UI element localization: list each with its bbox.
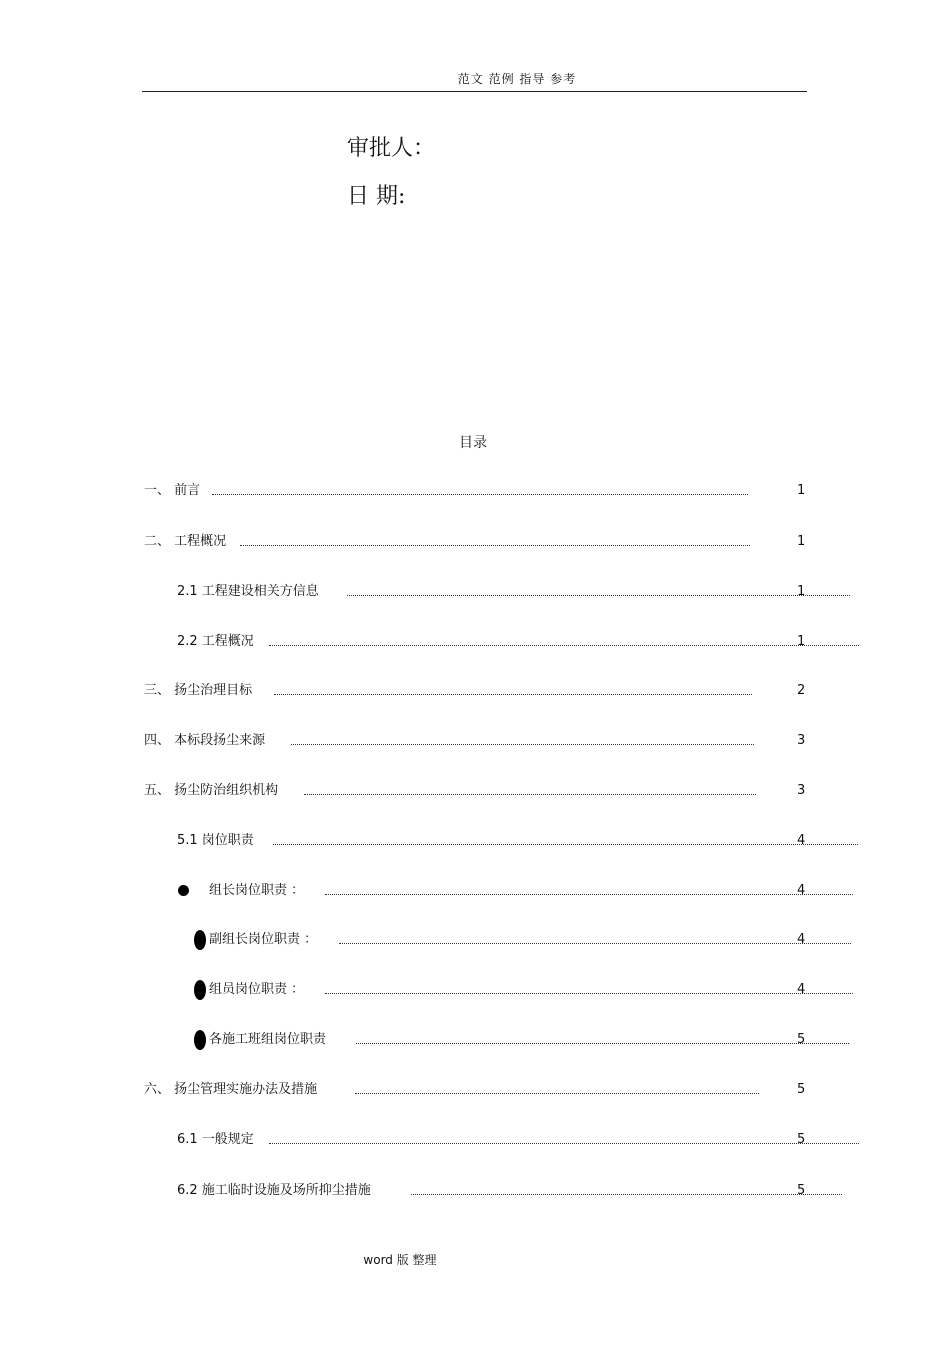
toc-leader [355, 1093, 759, 1094]
toc-entry-page: 3 [797, 783, 806, 798]
toc-entry-page: 5 [797, 1132, 806, 1147]
toc-entry-label: 6.1 一般规定 [177, 1132, 254, 1147]
toc-entry-page: 3 [797, 733, 806, 748]
toc-leader [356, 1043, 849, 1044]
toc-leader [273, 844, 858, 845]
toc-entry-page: 2 [797, 683, 806, 698]
toc-entry-label: 五、 扬尘防治组织机构 [144, 783, 279, 798]
bullet-icon [194, 930, 206, 950]
toc-entry-page: 5 [797, 1082, 806, 1097]
toc-entry-page: 4 [797, 982, 806, 997]
toc-entry-page: 1 [797, 634, 806, 649]
toc-leader [240, 545, 750, 546]
page-header: 范文 范例 指导 参考 [457, 72, 577, 86]
bullet-icon [194, 980, 206, 1000]
toc-leader [411, 1194, 842, 1195]
toc-entry-label: 六、 扬尘管理实施办法及措施 [144, 1082, 318, 1097]
toc-leader [304, 794, 756, 795]
toc-entry-page: 1 [797, 584, 806, 599]
toc-entry-label: 副组长岗位职责 ： [209, 932, 318, 947]
toc-entry-page: 4 [797, 932, 806, 947]
toc-entry-label: 2.1 工程建设相关方信息 [177, 584, 319, 599]
toc-entry-organization[interactable] [144, 781, 844, 801]
header-rule [142, 91, 807, 92]
toc-leader [269, 1143, 859, 1144]
toc-leader [212, 494, 748, 495]
toc-leader [274, 694, 752, 695]
toc-entry-label: 组长岗位职责 ： [209, 883, 305, 898]
toc-title: 目录 [459, 435, 487, 451]
toc-entry-deputy-duty[interactable] [177, 930, 867, 950]
toc-entry-project-overview[interactable] [144, 532, 844, 552]
toc-leader [325, 894, 853, 895]
toc-leader [269, 645, 859, 646]
toc-entry-6-1[interactable] [177, 1130, 867, 1150]
bullet-icon [178, 885, 189, 896]
toc-leader [339, 943, 851, 944]
toc-leader [347, 595, 850, 596]
toc-entry-label: 6.2 施工临时设施及场所抑尘措施 [177, 1183, 371, 1198]
toc-entry-preface[interactable] [144, 481, 844, 501]
toc-entry-page: 1 [797, 483, 806, 498]
toc-entry-label: 各施工班组岗位职责 [209, 1032, 327, 1047]
date-label: 日 期: [347, 184, 406, 209]
toc-entry-label: 5.1 岗位职责 [177, 833, 254, 848]
toc-entry-dust-target[interactable] [144, 681, 844, 701]
bullet-icon [194, 1030, 206, 1050]
toc-entry-label: 二、 工程概况 [144, 534, 227, 549]
toc-entry-management-measures[interactable] [144, 1080, 844, 1100]
toc-entry-label: 三、 扬尘治理目标 [144, 683, 253, 698]
toc-entry-dust-source[interactable] [144, 731, 844, 751]
toc-entry-page: 5 [797, 1183, 806, 1198]
toc-entry-page: 4 [797, 883, 806, 898]
toc-leader [291, 744, 754, 745]
page-footer: word 版 整理 [363, 1253, 437, 1267]
toc-entry-2-1[interactable] [177, 582, 857, 602]
approver-label: 审批人： [347, 136, 436, 161]
toc-entry-6-2[interactable] [177, 1181, 867, 1201]
toc-entry-5-1[interactable] [177, 831, 867, 851]
toc-entry-label: 一、 前言 [144, 483, 201, 498]
toc-entry-team-duty[interactable] [177, 1030, 867, 1050]
toc-entry-label: 组员岗位职责 ： [209, 982, 305, 997]
toc-entry-leader-duty[interactable] [177, 881, 867, 901]
toc-entry-page: 5 [797, 1032, 806, 1047]
toc-leader [325, 993, 853, 994]
toc-entry-page: 1 [797, 534, 806, 549]
toc-entry-member-duty[interactable] [177, 980, 867, 1000]
toc-entry-page: 4 [797, 833, 806, 848]
toc-entry-label: 四、 本标段扬尘来源 [144, 733, 266, 748]
toc-entry-label: 2.2 工程概况 [177, 634, 254, 649]
toc-entry-2-2[interactable] [177, 632, 867, 652]
